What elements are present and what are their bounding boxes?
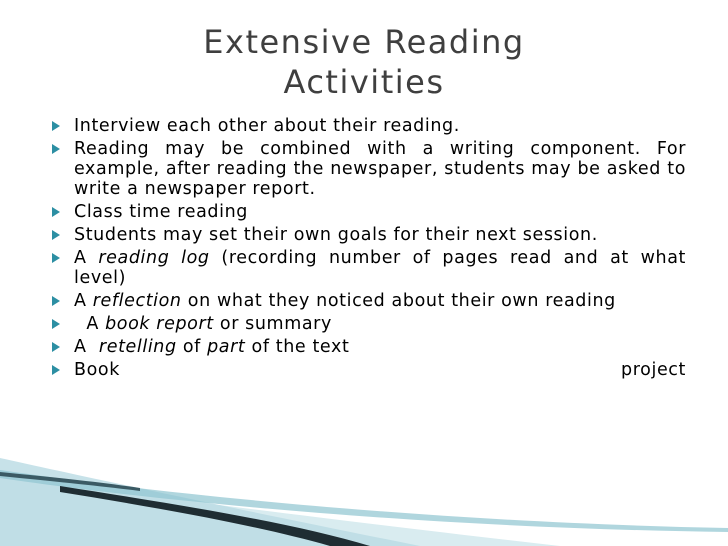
triangle-bullet-icon (52, 319, 60, 329)
list-item: Students may set their own goals for their next session. (52, 225, 686, 245)
list-item: A reflection on what they noticed about their own reading (52, 291, 686, 311)
list-item: A retelling of part of the text (52, 337, 686, 357)
triangle-bullet-icon (52, 121, 60, 131)
triangle-bullet-icon (52, 230, 60, 240)
slide-title-line-1: Extensive Reading (203, 23, 525, 61)
slide-title (100, 22, 628, 102)
list-item: Interview each other about their reading. (52, 116, 686, 136)
list-item: A reading log (recording number of pages read and at what level) (52, 248, 686, 288)
slide-title-line-2: Activities (283, 63, 445, 101)
triangle-bullet-icon (52, 144, 60, 154)
triangle-bullet-icon (52, 365, 60, 375)
list-item: Class time reading (52, 202, 686, 222)
list-item: Book project (52, 360, 686, 380)
triangle-bullet-icon (52, 342, 60, 352)
triangle-bullet-icon (52, 296, 60, 306)
bullet-list (52, 116, 686, 383)
triangle-bullet-icon (52, 253, 60, 263)
triangle-bullet-icon (52, 207, 60, 217)
list-item: Reading may be combined with a writing component. For example, after reading the newspaper, students may be asked to write a newspaper report. (52, 139, 686, 199)
list-item: A book report or summary (52, 314, 686, 334)
